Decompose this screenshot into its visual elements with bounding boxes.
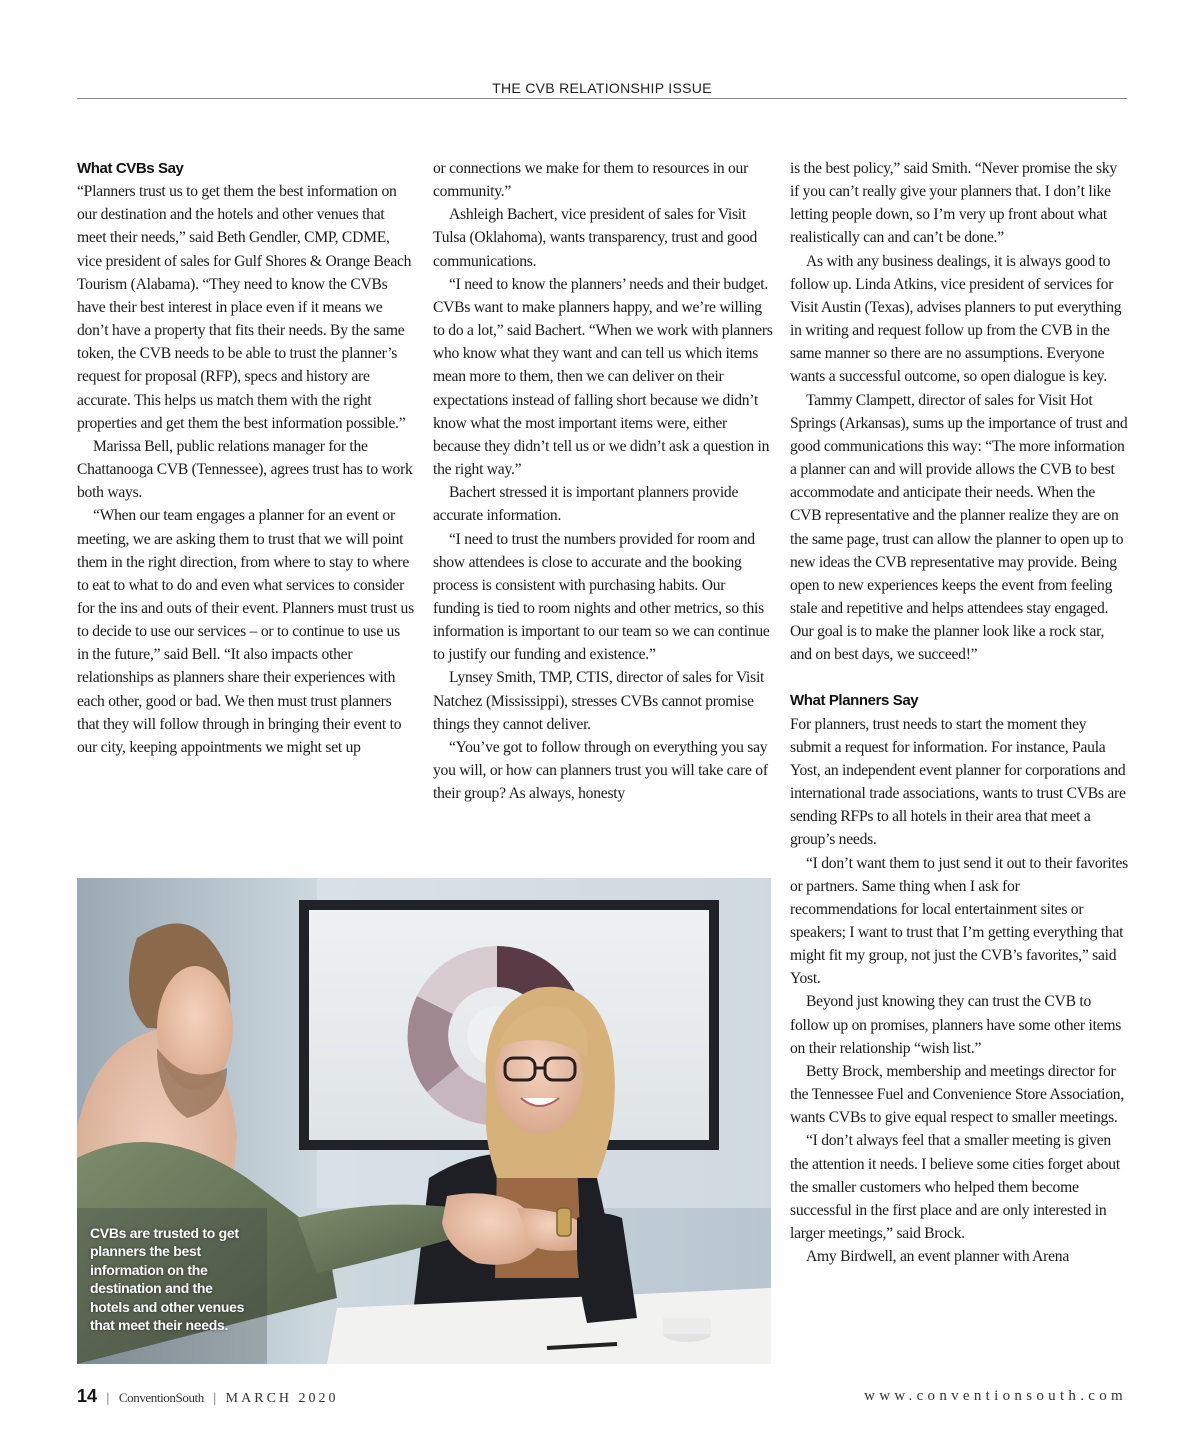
body-paragraph: “I don’t always feel that a smaller meeting is given the attention it needs. I believe some cities forget about the smaller customers who helped them become successful in the first place and are only interested in larger meetings,” said Brock. — [790, 1132, 1120, 1243]
body-paragraph: Marissa Bell, public relations manager for the Chattanooga CVB (Tennessee), agrees trust has to work both ways. — [77, 437, 413, 502]
body-paragraph: Betty Brock, membership and meetings director for the Tennessee Fuel and Convenience Store Association, wants CVBs to give equal respect to smaller meetings. — [790, 1062, 1124, 1127]
header-rule — [77, 98, 1127, 99]
column-2 — [433, 157, 773, 805]
body-paragraph: “When our team engages a planner for an event or meeting, we are asking them to trust that we will point them in the right direction, from where to stay to where to eat to what to do and even what services to consider for the ins and outs of their event. Planners must trust us to decide to use our services – or to continue to use us in the future,” said Bell. “It also impacts other relationships as planners share their experiences with each other, good or bad. We then must trust planners that they will follow through in bringing their event to our city, keeping appointments we might set up — [77, 507, 414, 756]
body-paragraph: “I don’t want them to just send it out to their favorites or partners. Same thing when I ask for recommendations for local entertainment sites or speakers; I want to trust that I’m getting everything that might fit my group, not just the CVB’s favorites,” said Yost. — [790, 854, 1128, 988]
body-paragraph: Ashleigh Bachert, vice president of sales for Visit Tulsa (Oklahoma), wants transparency, trust and good communications. — [433, 206, 758, 270]
section-heading: What CVBs Say — [77, 160, 184, 177]
body-paragraph: Bachert stressed it is important planners provide accurate information. — [433, 484, 739, 525]
footer-separator: | — [106, 1391, 110, 1406]
body-paragraph: Tammy Clampett, director of sales for Visit Hot Springs (Arkansas), sums up the importance of trust and good communications this way: “The more information a planner can and will provide allows the CVB to best accommodate and anticipate their needs. When the CVB representative and the planner realize they are on the same page, trust can allow the planner to open up to new ideas the CVB representative may provide. Being open to new experiences keeps the event from feeling stale and repetitive and helps attendees stay engaged. Our goal is to make the planner look like a rock star, and on best days, we succeed!” — [790, 391, 1128, 664]
issue-date: MARCH 2020 — [225, 1391, 339, 1406]
photo-caption: CVBs are trusted to get planners the best information on the destination and the hotels and other venues that meet their needs. — [90, 1225, 245, 1334]
column-3 — [790, 157, 1128, 1268]
running-head: THE CVB RELATIONSHIP ISSUE — [492, 80, 712, 96]
body-paragraph: As with any business dealings, it is always good to follow up. Linda Atkins, vice president of services for Visit Austin (Texas), advises planners to put everything in writing and request follow up from the CVB in the same manner so there are no assumptions. Everyone wants a successful outcome, so open dialogue is key. — [790, 252, 1122, 386]
body-paragraph: “I need to trust the numbers provided for room and show attendees is close to accurate and the booking process is consistent with purchasing habits. Our funding is tied to room nights and other metrics, so this information is important to our team so we can continue to justify our funding and existence.” — [433, 530, 770, 664]
website-url: www.conventionsouth.com — [864, 1388, 1127, 1404]
footer-separator: | — [213, 1391, 217, 1406]
footer-left — [77, 1384, 339, 1408]
body-paragraph: For planners, trust needs to start the moment they submit a request for information. For instance, Paula Yost, an independent event planner for corporations and international trade associations, wants to trust CVBs are sending RFPs to all hotels in their area that meet a group’s needs. — [790, 715, 1126, 849]
page-number: 14 — [77, 1386, 98, 1406]
body-paragraph: Beyond just knowing they can trust the CVB to follow up on promises, planners have some other items on their relationship “wish list.” — [790, 993, 1122, 1057]
body-paragraph: “You’ve got to follow through on everything you say you will, or how can planners trust you will take care of their group? As always, honesty — [433, 738, 768, 803]
body-paragraph: Lynsey Smith, TMP, CTIS, director of sales for Visit Natchez (Mississippi), stresses CVBs cannot promise things they cannot deliver. — [433, 669, 765, 733]
body-paragraph: is the best policy,” said Smith. “Never promise the sky if you can’t really give your planners that. I don’t like letting people down, so I’m very up front about what realistically can and can’t be done.” — [790, 160, 1117, 247]
magazine-name: ConventionSouth — [118, 1390, 204, 1405]
body-paragraph: or connections we make for them to resources in our community.” — [433, 160, 749, 201]
body-paragraph: “I need to know the planners’ needs and their budget. CVBs want to make planners happy, and we’re willing to do a lot,” said Bachert. “When we work with planners who know what they want and can tell us which items mean more to them, then we can deliver on their expectations instead of falling short because we didn’t know what the most important items were, either because they didn’t tell us or we didn’t ask a question in the right way.” — [433, 275, 773, 479]
column-1 — [77, 157, 415, 759]
section-heading: What Planners Say — [790, 692, 919, 710]
body-paragraph: “Planners trust us to get them the best information on our destination and the hotels and other venues that meet their needs,” said Beth Gendler, CMP, CDME, vice president of sales for Gulf Shores & Orange Beach Tourism (Alabama). “They need to know the CVBs have their best interest in place even if it means we don’t have a property that fits their needs. By the same token, the CVB needs to be able to trust the planner’s request for proposal (RFP), specs and history are accurate. This helps us match them with the right properties and get them the best information possible.” — [77, 183, 412, 432]
body-paragraph: Amy Birdwell, an event planner with Arena — [806, 1248, 1069, 1266]
